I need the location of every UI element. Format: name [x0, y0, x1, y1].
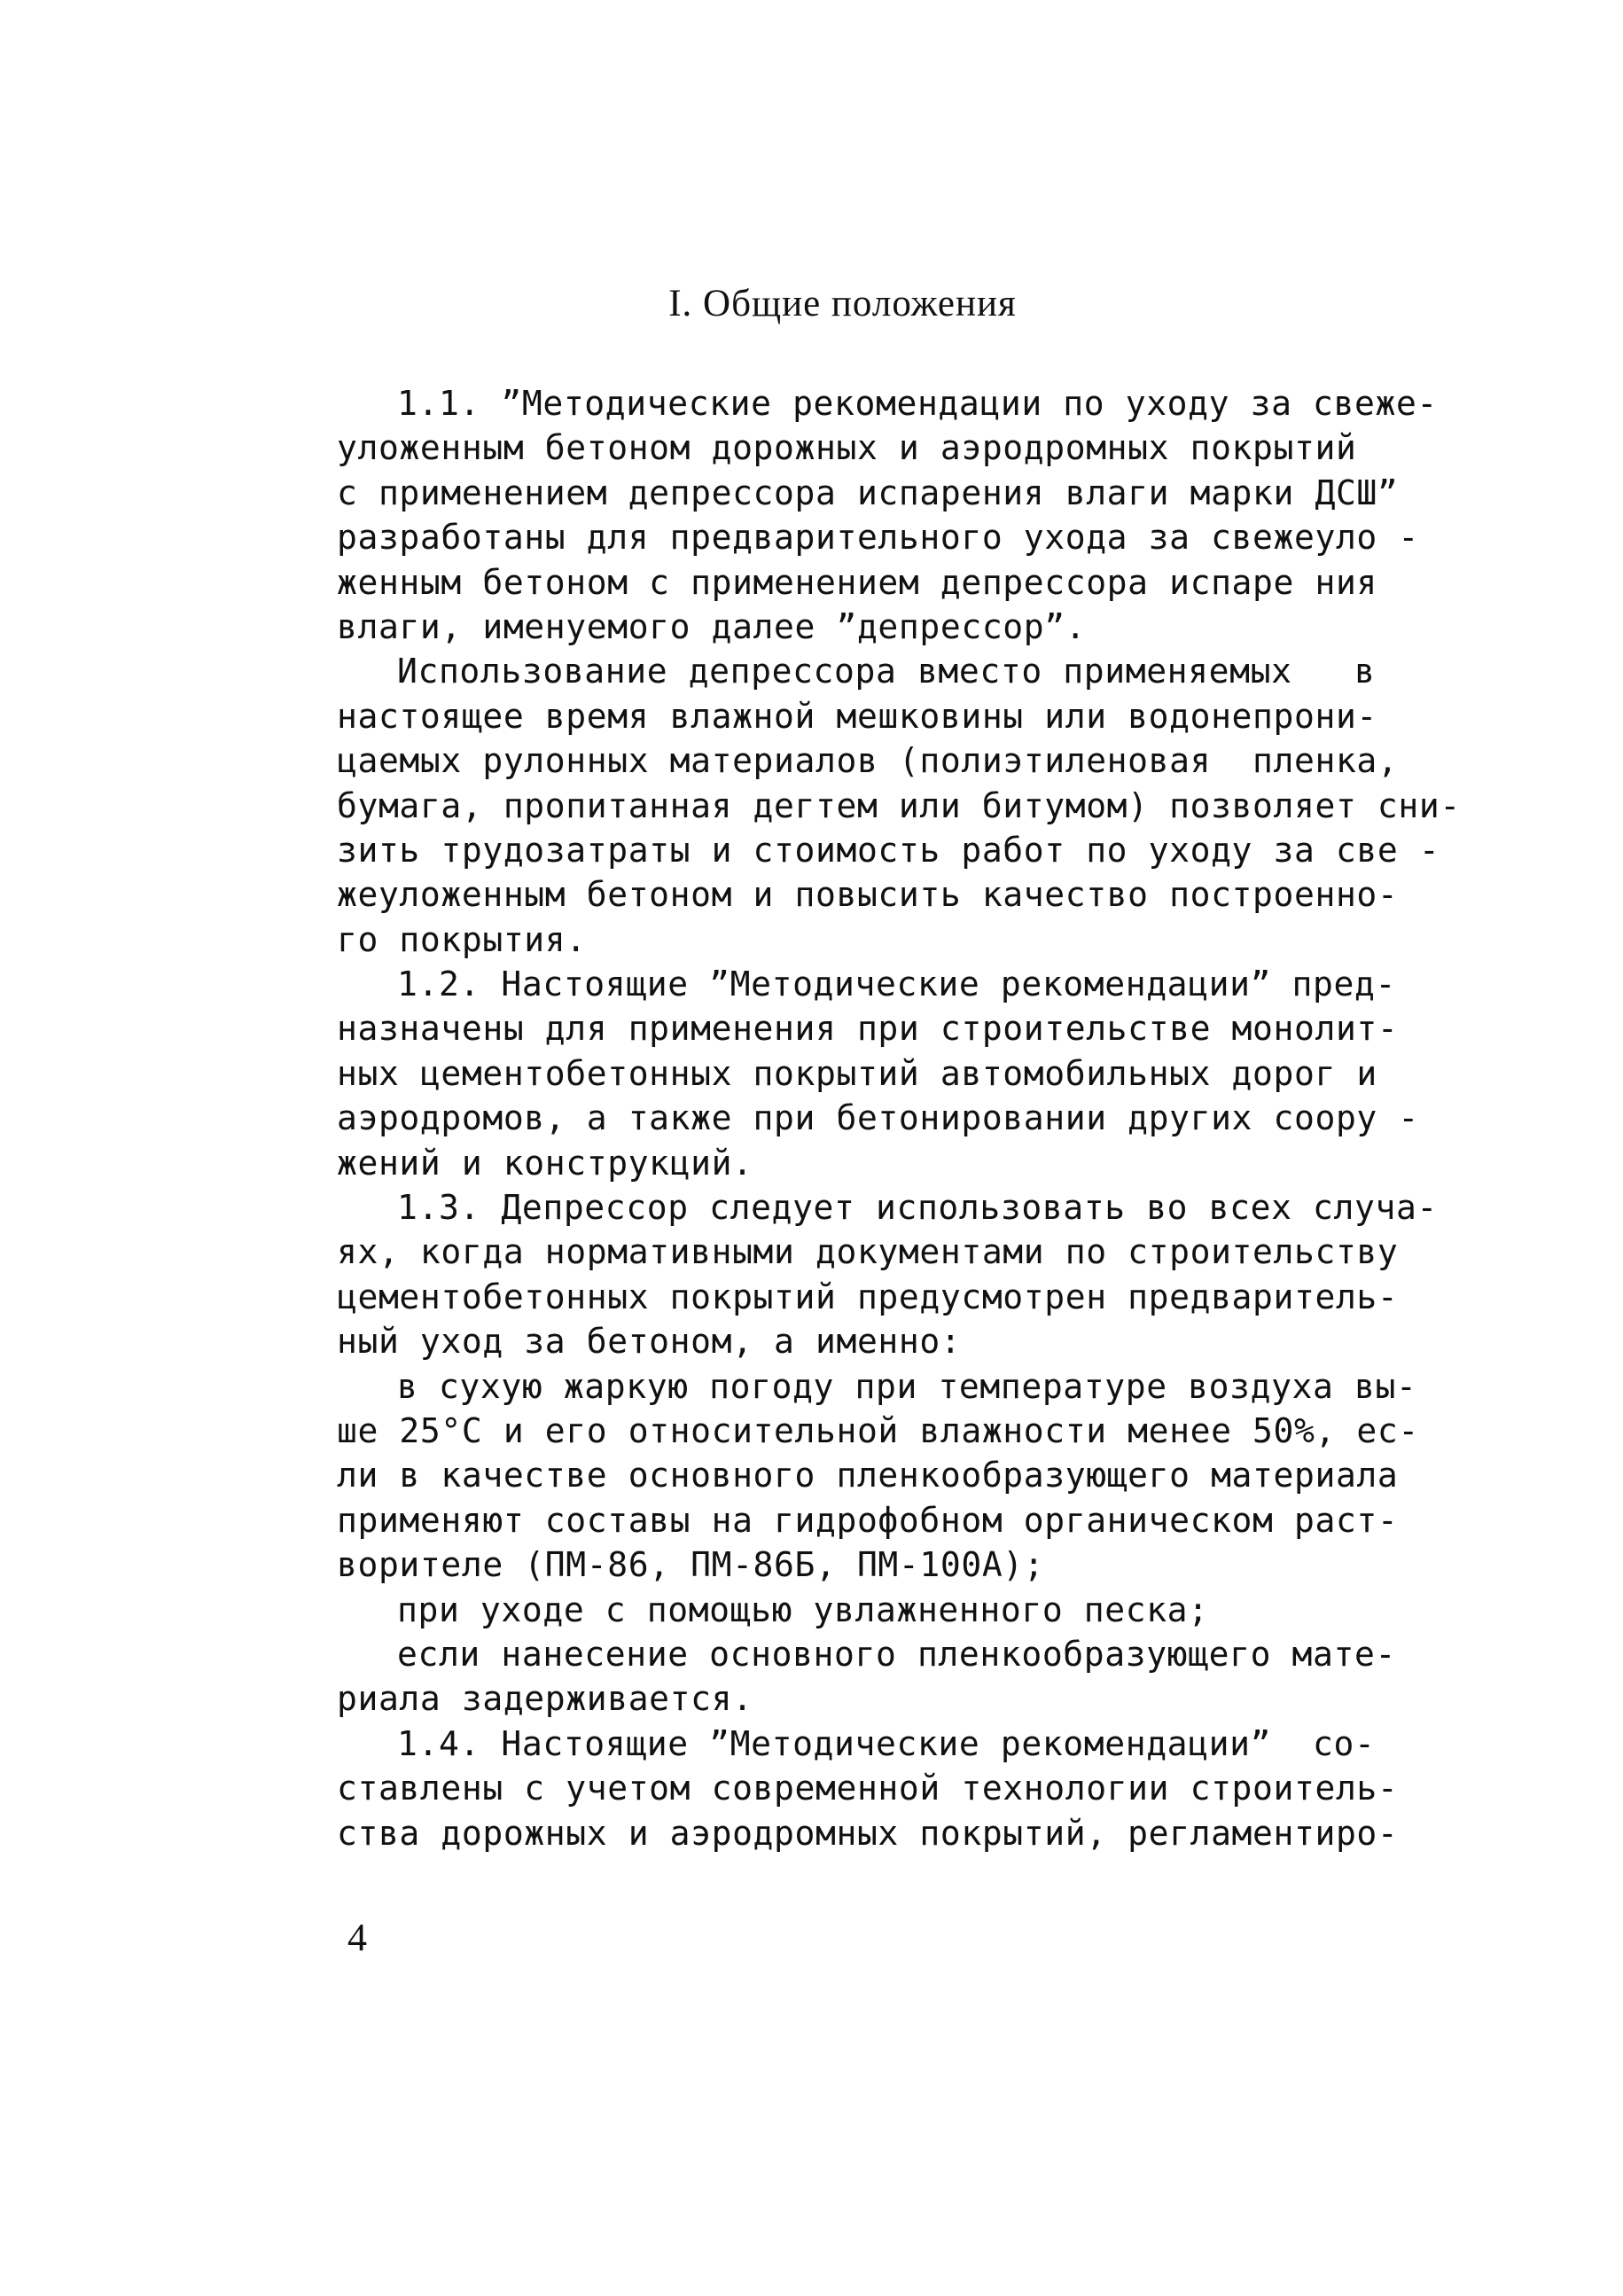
- page-number: 4: [347, 1916, 367, 1959]
- section-heading: I. Общие положения: [668, 283, 1017, 324]
- text-line: 1.3. Депрессор следует использовать во всех случа-: [397, 1188, 1438, 1228]
- text-line: если нанесение основного пленкообразующего мате-: [397, 1634, 1396, 1674]
- text-line: ях, когда нормативными документами по строительству: [337, 1232, 1399, 1272]
- text-line: зить трудозатраты и стоимость работ по уходу за све -: [337, 830, 1440, 870]
- text-line: го покрытия.: [337, 919, 587, 959]
- text-line: с применением депрессора испарения влаги марки ДСШ”: [337, 472, 1399, 512]
- text-line: влаги, именуемого далее ”депрессор”.: [337, 606, 1087, 646]
- text-line: ный уход за бетоном, а именно:: [337, 1322, 962, 1362]
- text-line: назначены для применения при строительстве монолит-: [337, 1009, 1399, 1049]
- text-line: 1.2. Настоящие ”Методические рекомендации” пред-: [397, 964, 1396, 1004]
- text-line: цементобетонных покрытий предусмотрен предваритель-: [337, 1277, 1399, 1316]
- text-line: женным бетоном с применением депрессора испаре ния: [337, 562, 1377, 602]
- text-line: жений и конструкций.: [337, 1143, 753, 1183]
- text-line: применяют составы на гидрофобном органическом раст-: [337, 1500, 1399, 1540]
- text-line: ства дорожных и аэродромных покрытий, регламентиро-: [337, 1813, 1399, 1853]
- text-line: при уходе с помощью увлажненного песка;: [397, 1589, 1209, 1629]
- text-line: ли в качестве основного пленкообразующего материала: [337, 1456, 1399, 1496]
- text-line: цаемых рулонных материалов (полиэтиленовая пленка,: [337, 741, 1399, 781]
- text-line: в сухую жаркую погоду при температуре воздуха вы-: [397, 1366, 1417, 1406]
- text-line: уложенным бетоном дорожных и аэродромных покрытий: [337, 428, 1357, 468]
- text-line: риала задерживается.: [337, 1679, 753, 1719]
- text-line: разработаны для предварительного ухода за свежеуло -: [337, 518, 1419, 558]
- text-line: бумага, пропитанная дегтем или битумом) позволяет сни-: [337, 785, 1461, 825]
- text-line: 1.4. Настоящие ”Методические рекомендации” со-: [397, 1723, 1376, 1763]
- text-line: 1.1. ”Методические рекомендации по уходу за свеже-: [397, 384, 1438, 423]
- text-line: жеуложенным бетоном и повысить качество построенно-: [337, 875, 1399, 915]
- text-line: ставлены с учетом современной технологии строитель-: [337, 1769, 1399, 1808]
- text-line: ворителе (ПМ-86, ПМ-86Б, ПМ-100А);: [337, 1545, 1045, 1585]
- text-line: ше 25°С и его относительной влажности менее 50%, ес-: [337, 1410, 1419, 1450]
- body-text: [337, 381, 1480, 1855]
- text-line: Использование депрессора вместо применяемых в: [397, 652, 1376, 691]
- text-line: настоящее время влажной мешковины или водонепрони-: [337, 696, 1377, 736]
- text-line: аэродромов, а также при бетонировании других соору -: [337, 1098, 1419, 1138]
- text-line: ных цементобетонных покрытий автомобильных дорог и: [337, 1053, 1377, 1093]
